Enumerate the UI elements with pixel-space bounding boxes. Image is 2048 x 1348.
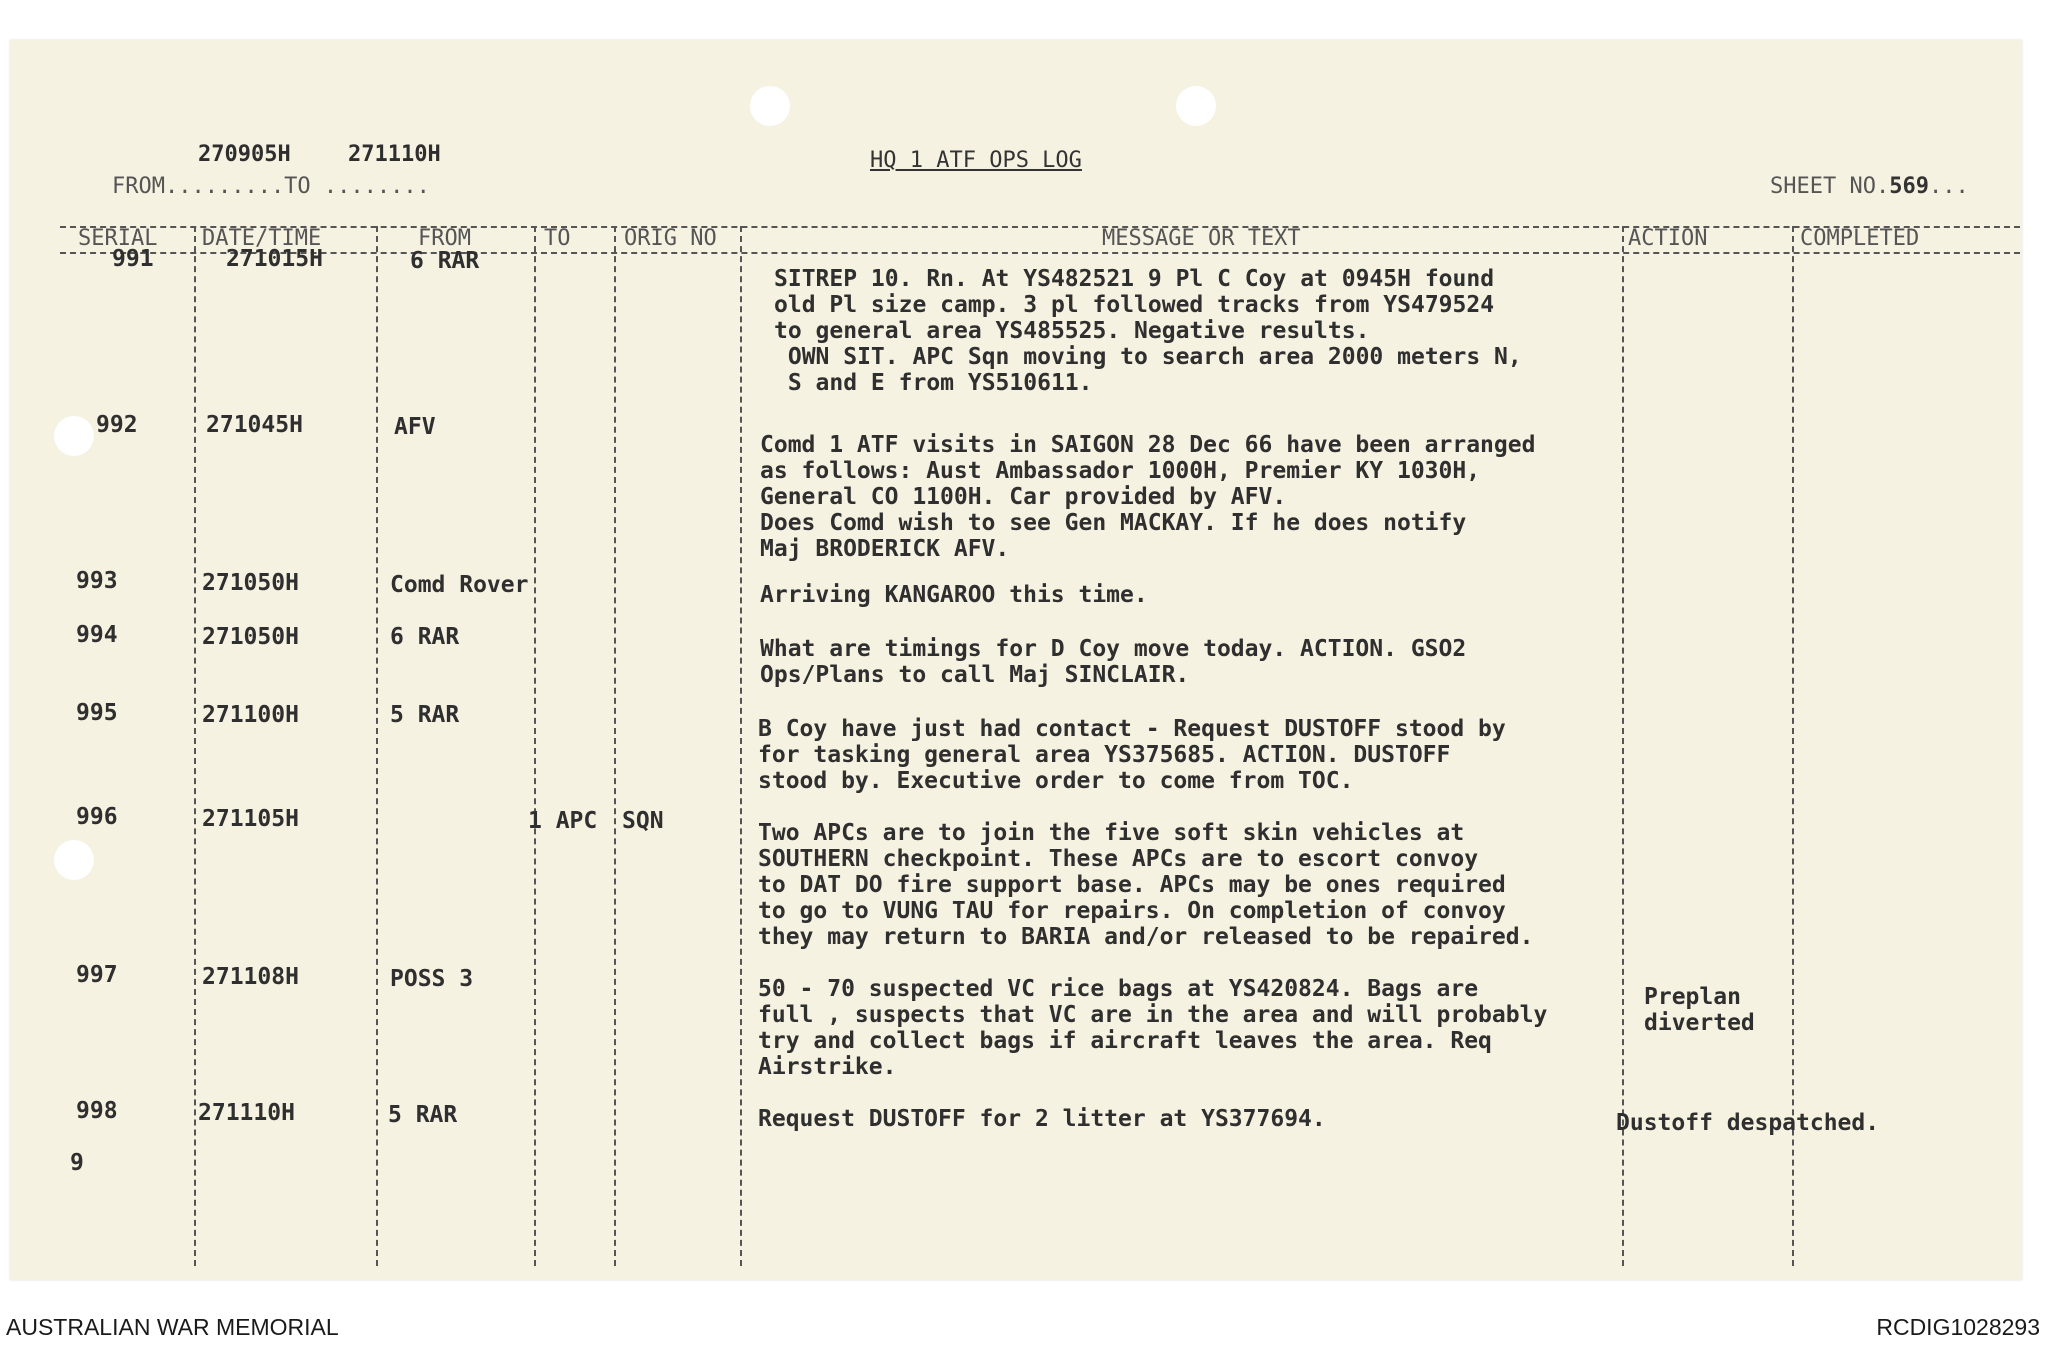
entry-to: 1 APC — [528, 808, 598, 834]
entry-orig: SQN — [622, 808, 664, 834]
entry-message: 50 - 70 suspected VC rice bags at YS420824. Bags are full , suspects that VC are in the area and will probably try and collect bags if aircraft leaves the area. Req Airstrike. — [758, 976, 1548, 1080]
rule-datetime — [376, 226, 378, 1266]
entry-datetime: 271105H — [202, 806, 299, 832]
entry-action: Preplan diverted — [1644, 984, 1755, 1036]
entry-from: 6 RAR — [410, 248, 480, 274]
entry-serial: 997 — [76, 962, 118, 988]
footer-credit: AUSTRALIAN WAR MEMORIAL — [6, 1314, 339, 1340]
entry-action: Dustoff despatched. — [1616, 1110, 1880, 1136]
entry-message: SITREP 10. Rn. At YS482521 9 Pl C Coy at 0945H found old Pl size camp. 3 pl followed tracks from YS479524 to general area YS485525. Negative results. OWN SIT. APC Sqn moving to search area 2000 meters N, S and E from YS510611. — [774, 266, 1522, 396]
entry-serial: 998 — [76, 1098, 118, 1124]
col-completed: COMPLETED — [1800, 226, 1920, 251]
col-action: ACTION — [1628, 226, 1708, 251]
header-rule-bottom — [60, 252, 2020, 254]
sheet-dots: ... — [1928, 174, 1969, 199]
from-value: 270905H — [198, 142, 291, 167]
page-title: HQ 1 ATF OPS LOG — [870, 148, 1082, 173]
log-sheet — [10, 40, 2022, 1280]
entry-serial: 993 — [76, 568, 118, 594]
sheet-label: SHEET NO. — [1770, 174, 1890, 199]
footer-id: RCDIG1028293 — [1876, 1314, 2040, 1340]
entry-serial: 996 — [76, 804, 118, 830]
rule-serial — [194, 226, 196, 1266]
rule-to — [614, 226, 616, 1266]
from-to-line: FROM.........TO ........ — [112, 174, 430, 199]
col-orig: ORIG NO — [624, 226, 717, 251]
entry-from: 5 RAR — [390, 702, 460, 728]
col-from: FROM — [418, 226, 471, 251]
entry-serial: 9 — [70, 1150, 84, 1176]
entry-from: POSS 3 — [390, 966, 474, 992]
col-to: TO — [544, 226, 571, 251]
entry-message: Two APCs are to join the five soft skin vehicles at SOUTHERN checkpoint. These APCs are to escort convoy to DAT DO fire support base. APCs may be ones required to go to VUNG TAU for repairs. On completion of convoy they may return to BARIA and/or released to be repaired. — [758, 820, 1534, 950]
sheet-number-label — [1770, 174, 1969, 199]
punch-hole-top-right — [1176, 86, 1216, 126]
rule-from — [534, 226, 536, 1266]
sheet-number: 569 — [1889, 174, 1929, 199]
entry-from: 6 RAR — [390, 624, 460, 650]
entry-serial: 994 — [76, 622, 118, 648]
entry-message: Comd 1 ATF visits in SAIGON 28 Dec 66 have been arranged as follows: Aust Ambassador 1000H, Premier KY 1030H, General CO 1100H. Car provided by AFV. Does Comd wish to see Gen MACKAY. If he does notify Maj BRODERICK AFV. — [760, 432, 1536, 562]
col-datetime: DATE/TIME — [202, 226, 322, 251]
entry-datetime: 271110H — [198, 1100, 295, 1126]
entry-from: Comd Rover — [390, 572, 529, 598]
punch-hole-top-left — [750, 86, 790, 126]
entry-datetime: 271050H — [202, 570, 299, 596]
entry-message: Arriving KANGAROO this time. — [760, 582, 1148, 608]
punch-hole-left-lower — [54, 840, 94, 880]
entry-datetime: 271100H — [202, 702, 299, 728]
col-message: MESSAGE OR TEXT — [1102, 226, 1301, 251]
entry-datetime: 271050H — [202, 624, 299, 650]
entry-datetime: 271108H — [202, 964, 299, 990]
entry-message: Request DUSTOFF for 2 litter at YS377694. — [758, 1106, 1326, 1132]
col-serial: SERIAL — [78, 226, 158, 251]
entry-message: What are timings for D Coy move today. ACTION. GSO2 Ops/Plans to call Maj SINCLAIR. — [760, 636, 1467, 688]
rule-orig — [740, 226, 742, 1266]
entry-from: 5 RAR — [388, 1102, 458, 1128]
entry-from: AFV — [394, 414, 436, 440]
entry-serial: 991 — [112, 246, 154, 272]
header-rule-top — [60, 226, 2020, 228]
entry-datetime: 271045H — [206, 412, 303, 438]
entry-datetime: 271015H — [226, 246, 323, 272]
punch-hole-left-upper — [54, 416, 94, 456]
entry-serial: 992 — [96, 412, 138, 438]
entry-serial: 995 — [76, 700, 118, 726]
entry-message: B Coy have just had contact - Request DUSTOFF stood by for tasking general area YS375685. ACTION. DUSTOFF stood by. Executive order to come from TOC. — [758, 716, 1506, 794]
to-value: 271110H — [348, 142, 441, 167]
